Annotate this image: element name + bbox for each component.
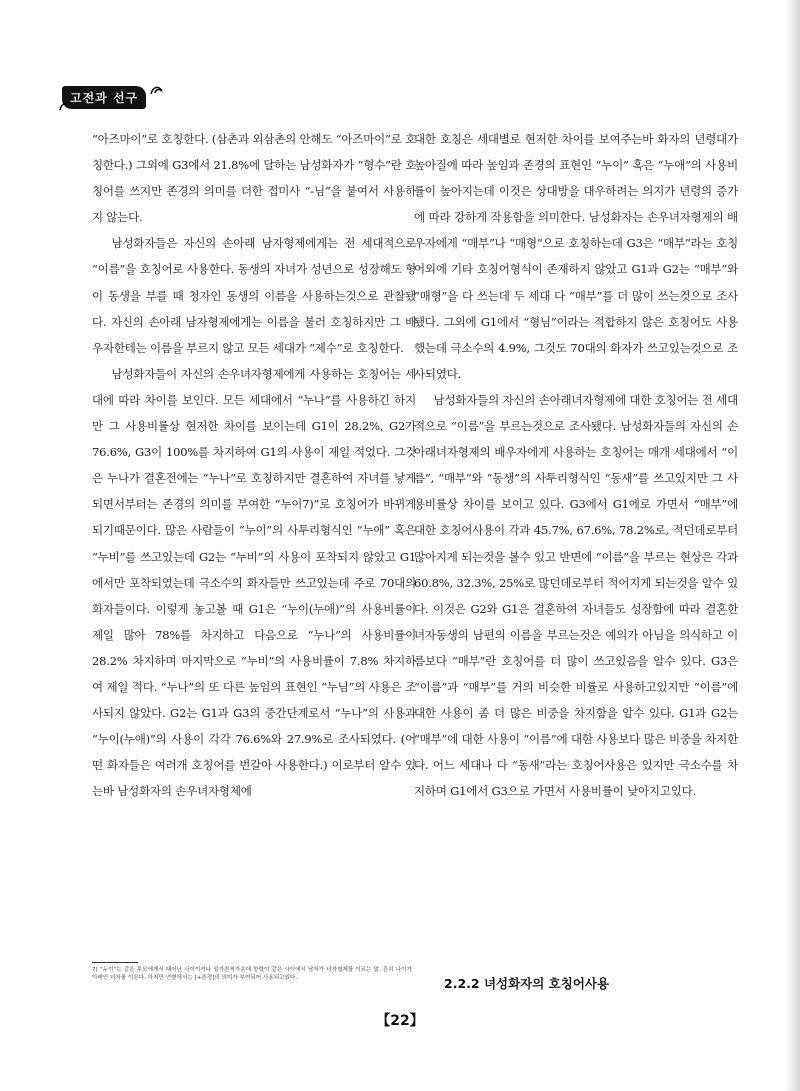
- footnote: 7) “누이”는 같은 부모에게서 태어난 사이이거나 일가친척가운데 항렬이 같은 사이에서 남자가 녀자형제를 이르는 말. 흔히 나이가 아래인 녀자를 이른다. 하지만 연변에서는 [+존경]의 의미가 부여되어 사용되고있다.: [92, 967, 412, 981]
- page-number: 【22】: [376, 1013, 424, 1029]
- right-paragraph-2: 남성화자들의 자신의 손아래녀자형제에 대한 호칭어는 전 세대적으로 “이름”을 부르는것으로 조사됐다. 남성화자들의 자신의 손아래녀자형제의 배우자에게 사용하는 호칭어는 매개 세대에서 “이름”, “매부”와 “동생”의 사투리형식인 “동새”를 쓰고있지만 그 사용비률상 차이를 보이고 있다. G3에서 G1에로 가면서 “매부”에 대한 호칭어사용이 각과 45.7%, 67.6%, 78.2%로, 적던데로부터 많아지게 되는것을 볼수 있고 반면에 “이름”을 부르는 현상은 각과 60.8%, 32.3%, 25%로 많던데로부터 적어지게 되는것을 알수 있다. 이것은 G2와 G1은 결혼하여 자녀들도 성장함에 따라 결혼한 녀자동생의 남편의 이름을 부르는것은 예의가 아님을 의식하고 이름보다 “매부”란 호칭어를 더 많이 쓰고있음을 알수 있다. G3은 “이름”과 “매부”를 거의 비슷한 비률로 사용하고있지만 “이름”에 대한 사용이 좀 더 많은 비중을 차지함을 알수 있다. G1과 G2는 “매부”에 대한 사용이 “이름”에 대한 사용보다 많은 비중을 차지한다. 어느 세대나 다 “동새”라는 호칭어사용은 있지만 극소수를 차지하며 G1에서 G3으로 가면서 사용비률이 낮아지고있다.: [414, 392, 738, 799]
- flourish-icon: [149, 84, 163, 98]
- right-paragraph-1: 대한 호칭은 세대별로 현저한 차이를 보여주는바 화자의 년령대가 높아질에 따라 높임과 존경의 표현인 “누이” 혹은 “누애”의 사용비률이 높아지는데 이것은 상대방을 대우하려는 의지가 년령의 증가에 따라 강하게 작용함을 의미한다. 남성화자는 손우녀자형제의 배우자에게 “매부”나 “매형”으로 호칭하는데 G3은 “매부”라는 호칭어외에 기타 호칭어형식이 존재하지 않았고 G1과 G2는 “매부”와 “매형”을 다 쓰는데 두 세대 다 “매부”를 더 많이 쓰는것으로 조사됐다. 그외에 G1에서 “형님”이라는 적합하지 않은 호칭어도 사용했는데 극소수의 4.9%, 그것도 70대의 화자가 쓰고있는것으로 조사되였다.: [414, 132, 738, 381]
- logo-tail-icon: [58, 100, 72, 112]
- right-column: [414, 126, 738, 804]
- page-edge-shadow: [784, 0, 800, 1091]
- journal-logo-text: 고전과 선구: [62, 86, 146, 109]
- left-column: [92, 126, 416, 804]
- journal-logo: [62, 86, 163, 108]
- left-paragraph-2: 남성화자들은 자신의 손아래 남자형제에게는 전 세대적으로 “이름”을 호칭어로 사용한다. 동생의 자녀가 성년으로 성장해도 형이 동생을 부를 때 청자인 동생의 이름을 사용하는것으로 관찰됐다. 자신의 손아래 남자형제에게는 이름을 불러 호칭하지만 그 배우자한테는 이름을 부르지 않고 모든 세대가 “제수”로 호칭한다.: [92, 236, 416, 355]
- left-paragraph-1: “아즈마이”로 호칭한다. (삼촌과 외삼촌의 안해도 “아즈마이”로 호칭한다.) 그외에 G3에서 21.8%에 달하는 남성화자가 “형수”란 호칭어를 쓰지만 존경의 의미를 더한 접미사 “-님”을 붙여서 사용하지 않는다.: [92, 132, 417, 225]
- left-paragraph-3: 남성화자들이 자신의 손우녀자형제에게 사용하는 호칭어는 세대에 따라 차이를 보인다. 모든 세대에서 “누나”를 사용하긴 하지만 그 사용비률상 현저한 차이를 보이는데 G1이 28.2%, G2가 76.6%, G3이 100%를 차지하여 G1의 사용이 제일 적었다. 그것은 누나가 결혼전에는 “누나”로 호칭하지만 결혼하여 자녀를 낳게 되면서부터는 존경의 의미를 부여한 “누이7)”로 호칭어가 바뀌게 되기때문이다. 많은 사람들이 “누이”의 사투리형식인 “누애” 혹은 “누비”를 쓰고있는데 G2는 “누비”의 사용이 포착되지 않았고 G1에서만 포착되였는데 극소수의 화자들만 쓰고있는데 주로 70대의 화자들이다. 이렇게 놓고볼 때 G1은 “누이(누애)”의 사용비률이 제일 많아 78%를 차지하고 다음으로 “누나”의 사용비률이 28.2% 차지하며 마지막으로 “누비”의 사용비률이 7.8% 차지하여 제일 적다. “누나”의 또 다른 높임의 표현인 “누님”의 사용은 조사되지 않았다. G2는 G1과 G3의 중간단계로서 “누나”의 사용과 “누이(누애)”의 사용이 각각 76.6%와 27.9%로 조사되였다. (어떤 화자들은 여러개 호칭어를 번갈아 사용한다.) 이로부터 알수 있는바 남성화자의 손우녀자형제에: [92, 366, 416, 799]
- footnote-divider: [92, 962, 138, 963]
- section-heading: 2.2.2 녀성화자의 호칭어사용: [444, 976, 610, 991]
